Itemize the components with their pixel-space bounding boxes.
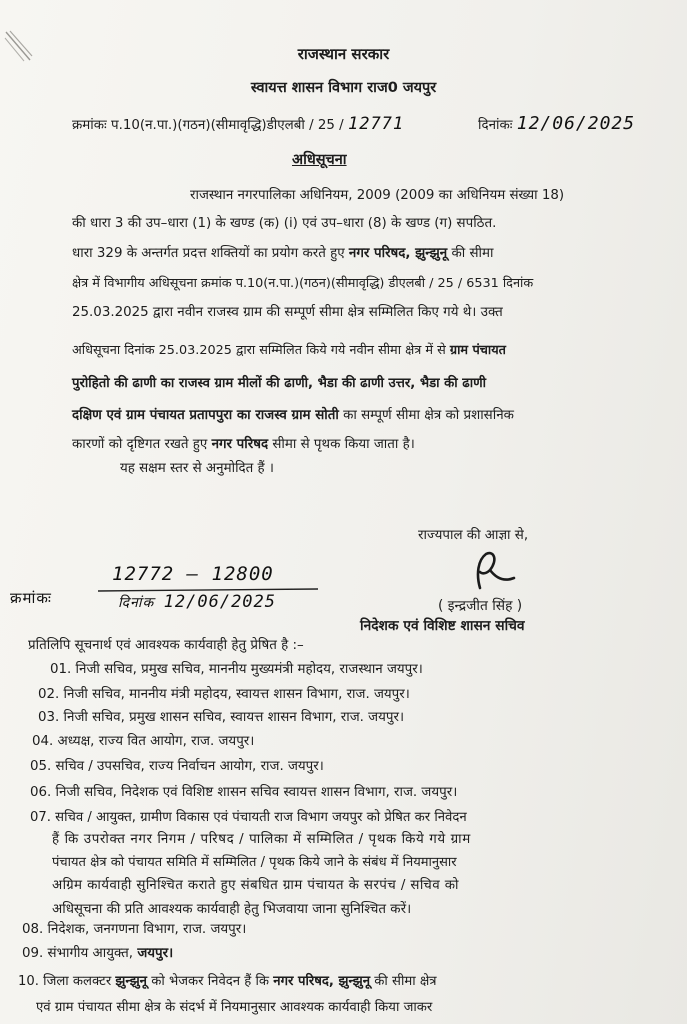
ref-prefix: क्रमांकः प.10(न.पा.)(गठन)(सीमावृद्धि)डीएलबी / 25 /: [72, 118, 344, 133]
body-line-1: राजस्थान नगरपालिका अधिनियम, 2009 (2009 का अधिनियम संख्या 18): [190, 188, 565, 203]
copy-item-1: 01. निजी सचिव, प्रमुख सचिव, माननीय मुख्यमंत्री महोदय, राजस्थान जयपुर।: [50, 662, 423, 677]
copy-item-10-line-2: एवं ग्राम पंचायत सीमा क्षेत्र के संदर्भ में नियमानुसार आवश्यक कार्यवाही किया जाकर: [36, 1000, 433, 1015]
handwritten-date-line: दिनांक 12/06/2025: [118, 592, 277, 612]
body-line-4: क्षेत्र में विभागीय अधिसूचना क्रमांक प.10(न.पा.)(गठन)(सीमावृद्धि) डीएलबी / 25 / 6531 दिनांक: [72, 276, 534, 291]
copy-item-4: 04. अध्यक्ष, राज्य वित आयोग, राज. जयपुर।: [32, 734, 255, 749]
notification-title: अधिसूचना: [292, 152, 347, 168]
body-line-7: पुरोहितो की ढाणी का राजस्व ग्राम मीलों की ढाणी, भैडा की ढाणी उत्तर, भैडा की ढाणी: [72, 376, 487, 391]
ref-date-label: दिनांकः: [478, 118, 513, 133]
body-line-2: की धारा 3 की उप–धारा (1) के खण्ड (क) (i) एवं उप–धारा (8) के खण्ड (ग) सपठित.: [72, 216, 497, 231]
body-line-9: कारणों को दृष्टिगत रखते हुए नगर परिषद सीमा से पृथक किया जाता है।: [72, 437, 415, 452]
copy-item-2: 02. निजी सचिव, माननीय मंत्री महोदय, स्वायत्त शासन विभाग, राज. जयपुर।: [38, 687, 410, 702]
handwritten-range: 12772 – 12800: [112, 563, 274, 585]
copy-item-7-line-2: हैं कि उपरोक्त नगर निगम / परिषद / पालिका में सम्मिलित / पृथक किये गये ग्राम: [52, 832, 471, 847]
copy-item-7-line-1: 07. सचिव / आयुक्त, ग्रामीण विकास एवं पंचायती राज विभाग जयपुर को प्रेषित कर निवेदन: [30, 810, 467, 825]
copy-item-8: 08. निदेशक, जनगणना विभाग, राज. जयपुर।: [22, 922, 247, 937]
copy-item-7-line-5: अधिसूचना की प्रति आवश्यक कार्यवाही हेतु भिजवाया जाना सुनिश्चित करें।: [52, 902, 412, 917]
body-line-3: धारा 329 के अन्तर्गत प्रदत्त शक्तियों का प्रयोग करते हुए नगर परिषद, झुन्झुनू की सीमा: [72, 246, 494, 261]
dept-heading: स्वायत्त शासन विभाग राज0 जयपुर: [250, 80, 437, 96]
handwritten-kramank: क्रमांकः: [10, 589, 52, 607]
signatory-name: ( इन्द्रजीत सिंह ): [438, 598, 523, 614]
copy-item-7-line-3: पंचायत क्षेत्र को पंचायत समिति में सम्मिलित / पृथक किये जाने के संबंध में नियमानुसार: [52, 855, 457, 870]
copy-item-9: 09. संभागीय आयुक्त, जयपुर।: [22, 946, 174, 961]
copy-item-5: 05. सचिव / उपसचिव, राज्य निर्वाचन आयोग, राज. जयपुर।: [30, 759, 324, 774]
copy-item-6: 06. निजी सचिव, निदेशक एवं विशिष्ट शासन सचिव स्वायत्त शासन विभाग, राज. जयपुर।: [30, 785, 458, 800]
governor-order: राज्यपाल की आज्ञा से,: [418, 528, 529, 543]
ref-number-handwritten: 12771: [347, 114, 405, 134]
body-line-5: 25.03.2025 द्वारा नवीन राजस्व ग्राम की सम्पूर्ण सीमा क्षेत्र सम्मिलित किए गये थे। उक्त: [72, 305, 503, 320]
body-line-10: यह सक्षम स्तर से अनुमोदित हैं ।: [120, 461, 274, 476]
body-line-8: दक्षिण एवं ग्राम पंचायत प्रतापपुरा का राजस्व ग्राम सोती का सम्पूर्ण सीमा क्षेत्र को प्रशासनिक: [72, 408, 514, 423]
signature-icon: [468, 548, 518, 592]
body-line-6: अधिसूचना दिनांक 25.03.2025 द्वारा सम्मिलित किये गये नवीन सीमा क्षेत्र में से ग्राम पंचायत: [72, 343, 506, 358]
govt-heading: राजस्थान सरकार: [297, 45, 390, 63]
copy-item-3: 03. निजी सचिव, प्रमुख शासन सचिव, स्वायत्त शासन विभाग, राज. जयपुर।: [38, 710, 405, 725]
ref-number-line: [72, 116, 404, 134]
copy-intro: प्रतिलिपि सूचनार्थ एवं आवश्यक कार्यवाही हेतु प्रेषित है :–: [28, 638, 304, 653]
copy-item-7-line-4: अग्रिम कार्यवाही सुनिश्चित कराते हुए संबधित ग्राम पंचायत के सरपंच / सचिव को: [52, 878, 459, 893]
ref-date-line: [478, 113, 636, 134]
signatory-designation: निदेशक एवं विशिष्ट शासन सचिव: [360, 618, 525, 634]
copy-item-10-line-1: 10. जिला कलक्टर झुन्झुनू को भेजकर निवेदन हैं कि नगर परिषद, झुन्झुनू की सीमा क्षेत्र: [18, 974, 437, 989]
ref-date-handwritten: 12/06/2025: [516, 113, 636, 134]
